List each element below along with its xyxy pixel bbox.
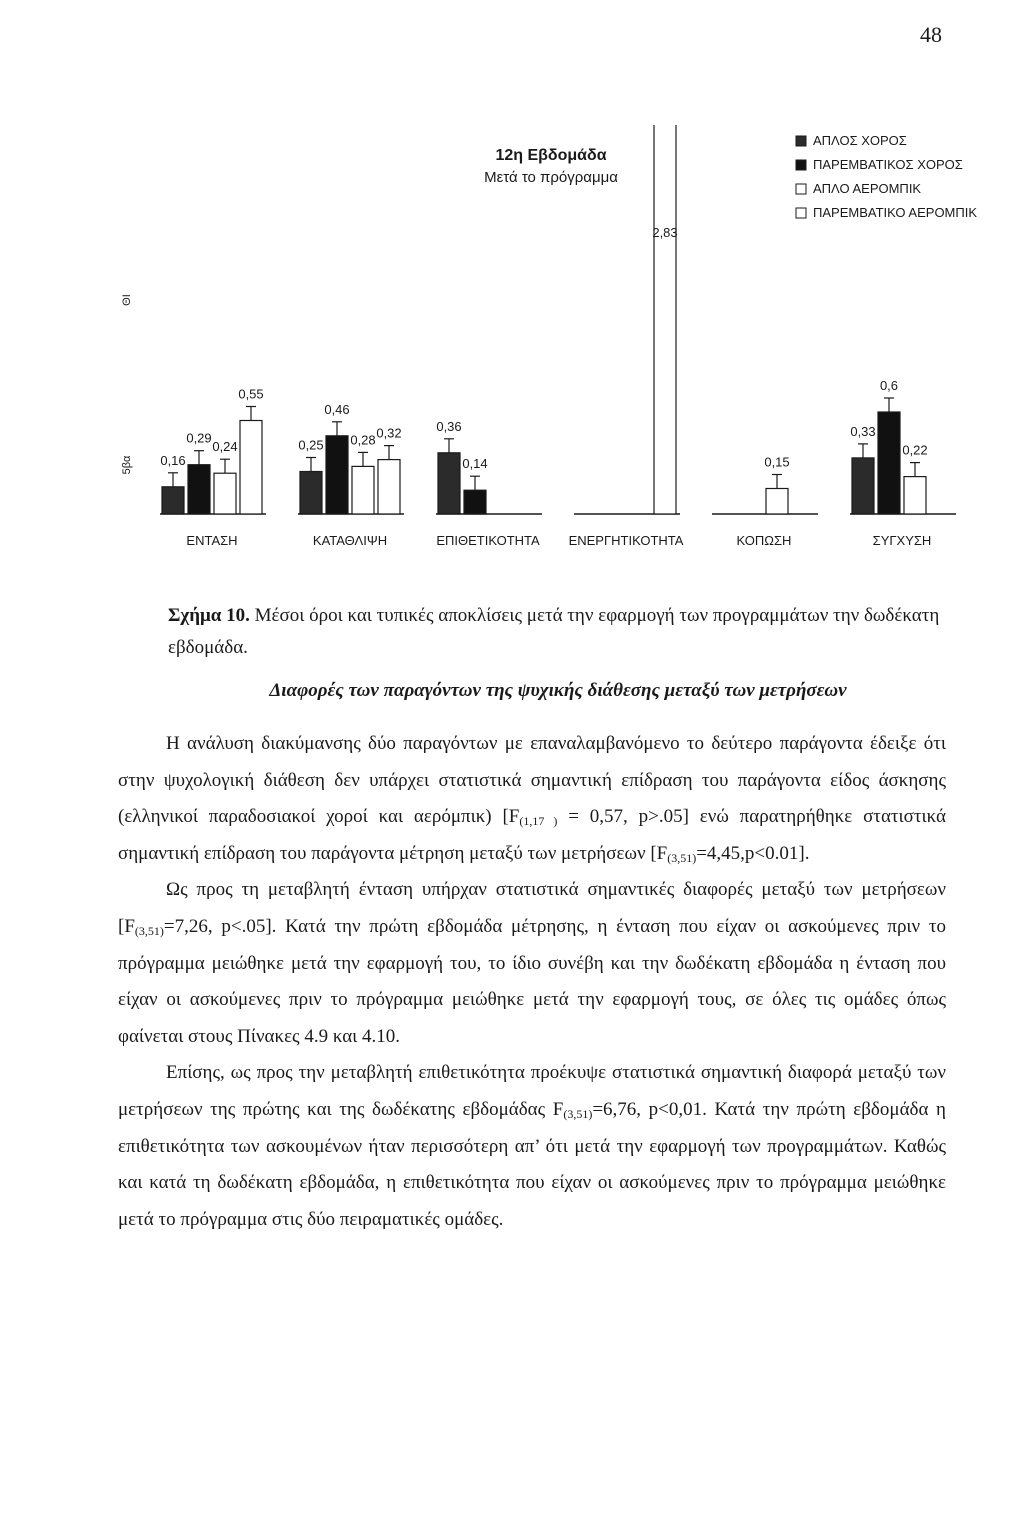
- legend-swatch: [796, 208, 806, 218]
- p3-subscript: (3,51): [563, 1106, 593, 1121]
- bar: [878, 412, 900, 514]
- legend-label: ΠΑΡΕΜΒΑΤΙΚΟ ΑΕΡΟΜΠΙΚ: [813, 205, 978, 220]
- caption-label: Σχήμα 10.: [168, 605, 250, 626]
- bar-chart: [0, 125, 1024, 565]
- p3-text-b: =6,76, p<0,01. Κατά την πρώτη εβδομάδα η επιθετικότητα των ασκουμένων ήταν περισσότερη απ’ ότι μετά την εφαρμογή των προγραμμάτων. Καθώς και κατά τη δωδέκατη εβδομάδα, η επιθετικότητα που είχαν οι ασκούμενες πριν το πρόγραμμα μειώθηκε μετά το πρόγραμμα στις δύο πειραματικές ομάδες.: [118, 1098, 946, 1230]
- legend-swatch: [796, 184, 806, 194]
- legend-label: ΑΠΛΟ ΑΕΡΟΜΠΙΚ: [813, 181, 922, 196]
- paragraph-1: [118, 726, 946, 872]
- y-tick-label: 5βα: [121, 455, 133, 475]
- category-label: ΚΑΤΑΘΛΙΨΗ: [312, 533, 388, 548]
- p2-subscript: (3,51): [134, 923, 164, 938]
- caption-text: Μέσοι όροι και τυπικές αποκλίσεις μετά την εφαρμογή των προγραμμάτων την δωδέκατη εβδομάδα.: [168, 605, 940, 658]
- chart-subtitle: Μετά το πρόγραμμα: [484, 169, 618, 186]
- chart-legend: [796, 133, 977, 220]
- section-title: Διαφορές των παραγόντων της ψυχικής διάθεσης μεταξύ των μετρήσεων: [269, 680, 847, 701]
- legend-swatch: [796, 160, 806, 170]
- p1-subscript-1: (1,17 ): [519, 814, 558, 829]
- p1-text-a: Η ανάλυση διακύμανσης δύο παραγόντων με επαναλαμβανόμενο το δεύτερο παράγοντα έδειξε ότι στην ψυχολογική διάθεση δεν υπάρχει στατιστικά σημαντική επίδραση του παράγοντα είδος άσκησης (ελληνικοί παραδοσιακοί χοροί και αερόμπικ) [F: [118, 733, 946, 828]
- bar-value-label: 2,83: [652, 225, 678, 240]
- bar-value-label: 0,22: [902, 442, 928, 458]
- p1-text-c: =4,45,p<0.01].: [696, 842, 810, 864]
- bar-value-label: 0,14: [462, 456, 488, 472]
- bar-value-label: 0,25: [298, 437, 324, 453]
- bar: [766, 489, 788, 515]
- bar-value-label: 0,32: [376, 425, 402, 441]
- p3-text-a: Επίσης, ως προς την μεταβλητή επιθετικότητα προέκυψε στατιστικά σημαντική διαφορά μεταξύ των μετρήσεων της πρώτης και της δωδέκατης εβδομάδας F: [118, 1062, 946, 1120]
- bar-value-label: 0,55: [238, 386, 264, 402]
- chart-titles: [484, 147, 618, 186]
- legend-label: ΑΠΛΟΣ ΧΟΡΟΣ: [813, 133, 907, 148]
- category-label: ΚΟΠΩΣΗ: [736, 533, 792, 548]
- p2-text-a: Ως προς τη μεταβλητή ένταση υπήρχαν στατιστικά σημαντικές διαφορές μεταξύ των μετρήσεων [F: [118, 879, 946, 937]
- bar: [162, 487, 184, 514]
- y-tick-label: ΘΙ: [121, 294, 133, 306]
- page-number: 48: [920, 22, 942, 47]
- category-label: ΕΠΙΘΕΤΙΚΟΤΗΤΑ: [436, 533, 540, 548]
- bar-value-label: 0,24: [212, 439, 238, 455]
- category-label: ΕΝΤΑΣΗ: [186, 533, 238, 548]
- bar: [300, 472, 322, 515]
- bar-value-label: 0,6: [879, 378, 899, 393]
- bar: [214, 473, 236, 514]
- bar-value-label: 0,46: [324, 401, 350, 417]
- paragraph-2: [118, 872, 946, 1055]
- bar: [852, 458, 874, 514]
- bar-value-label: 0,16: [160, 452, 186, 468]
- category-label: ΕΝΕΡΓΗΤΙΚΟΤΗΤΑ: [568, 533, 684, 548]
- paragraph-3: [118, 1055, 946, 1238]
- bar: [904, 477, 926, 514]
- bar-value-label: 0,29: [186, 430, 212, 446]
- body-text: [118, 726, 946, 1238]
- bar: [240, 421, 262, 515]
- bar: [378, 460, 400, 514]
- bar-value-label: 0,28: [350, 432, 376, 448]
- figure-caption: [168, 600, 968, 664]
- legend-swatch: [796, 136, 806, 146]
- bar-value-label: 0,36: [436, 418, 462, 434]
- legend-label: ΠΑΡΕΜΒΑΤΙΚΟΣ ΧΟΡΟΣ: [813, 157, 963, 172]
- bar: [188, 465, 210, 514]
- bar-value-label: 0,33: [850, 423, 876, 439]
- p1-text-b: = 0,57, p>.05] ενώ παρατηρήθηκε στατιστικά σημαντική επίδραση του παράγοντα μέτρηση μεταξύ των μετρήσεων [F: [118, 806, 946, 864]
- bar: [464, 490, 486, 514]
- bar: [654, 125, 676, 514]
- p1-subscript-2: (3,51): [667, 850, 697, 865]
- category-label: ΣΥΓΧΥΣΗ: [872, 533, 932, 548]
- bar: [352, 466, 374, 514]
- bar: [438, 453, 460, 514]
- bar-value-label: 0,15: [764, 454, 790, 470]
- bar: [326, 436, 348, 514]
- chart-title: 12η Εβδομάδα: [495, 147, 607, 164]
- p2-text-b: =7,26, p<.05]. Κατά την πρώτη εβδομάδα μέτρησης, η ένταση που είχαν οι ασκούμενες πριν το πρόγραμμα μειώθηκε μετά την εφαρμογή του, το ίδιο συνέβη και την δωδέκατη εβδομάδα η ένταση που είχαν οι ασκούμενες πριν το πρόγραμμα μειώθηκε μετά την εφαρμογή τους, σε όλες τις ομάδες όπως φαίνεται στους Πίνακες 4.9 και 4.10.: [118, 915, 946, 1047]
